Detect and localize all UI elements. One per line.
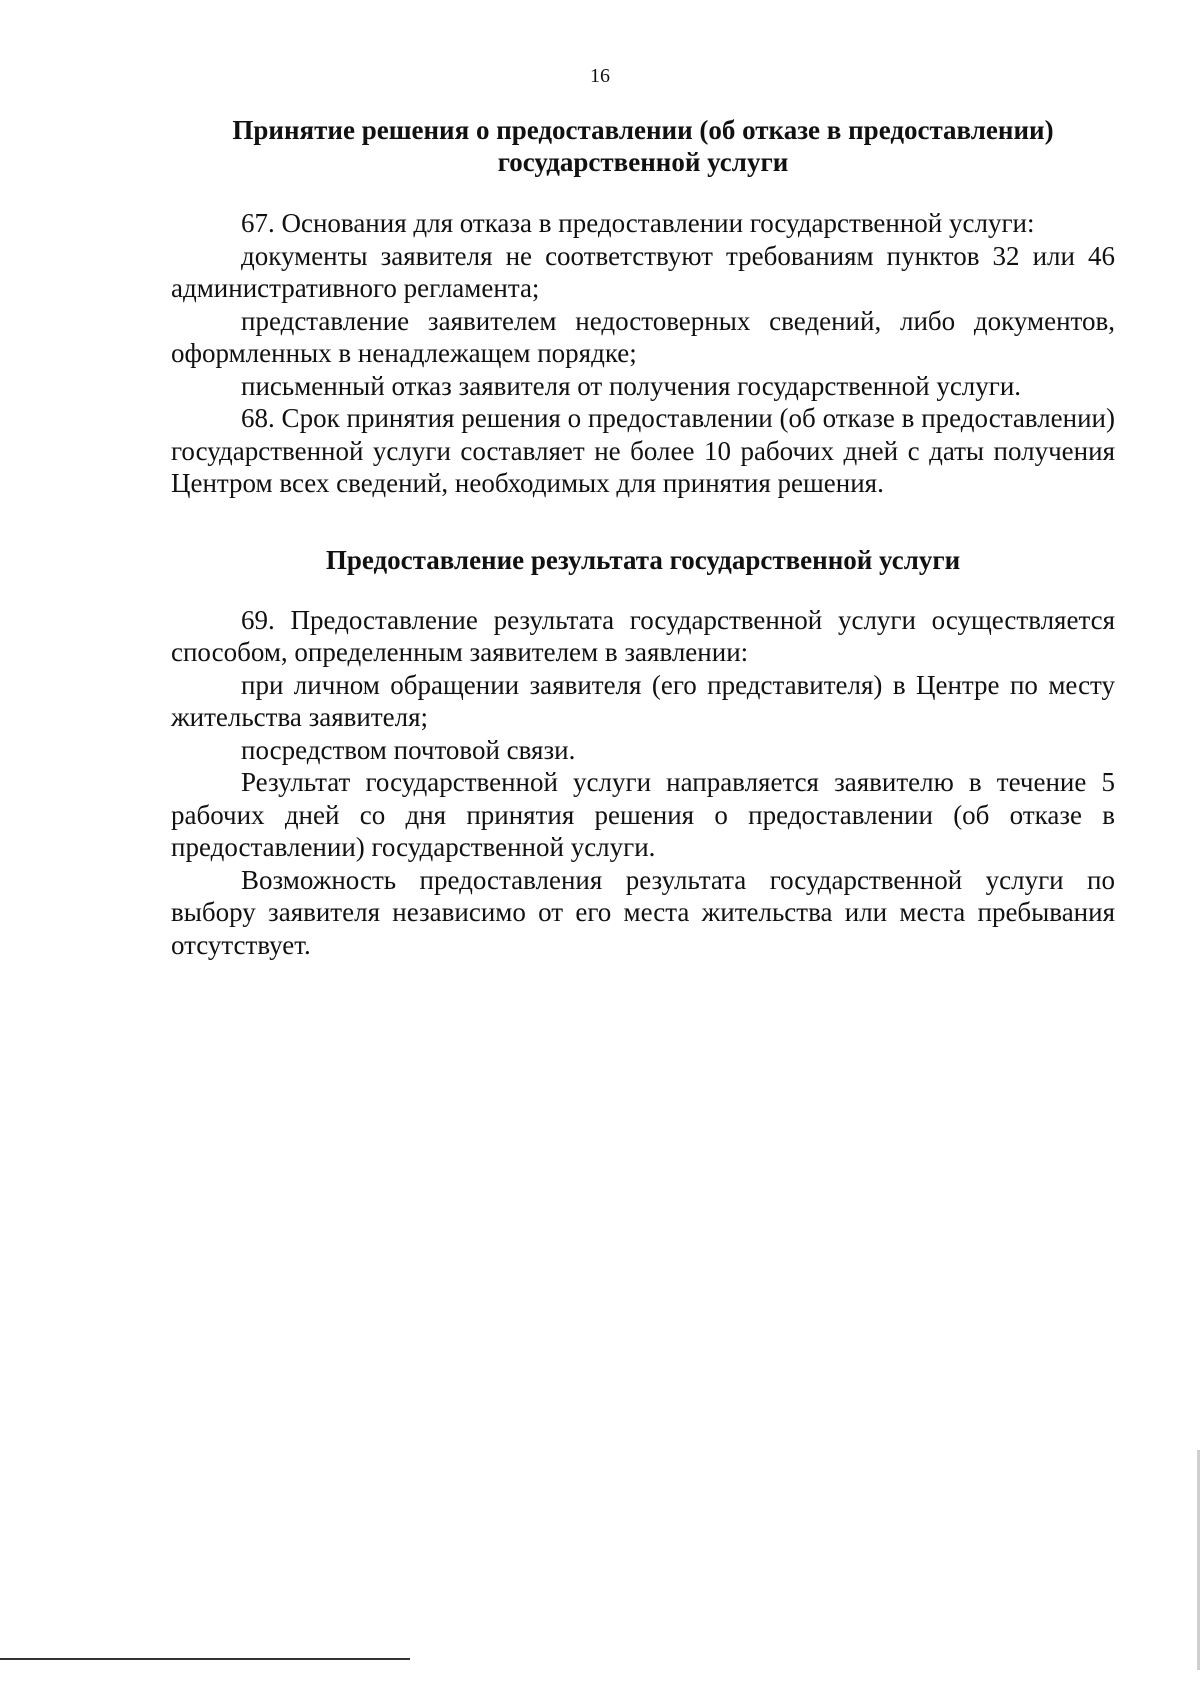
page-number: 16 [590,65,610,87]
paragraph-69-item-1: при личном обращении заявителя (его представителя) в Центре по месту жительства заявителя; [171,669,1115,732]
section-heading-result: Предоставление результата государственной услуги [325,544,961,575]
section-decision-body [171,207,1115,500]
document-body [171,112,1115,961]
paragraph-69-extraterritorial: Возможность предоставления результата государственной услуги по выбору заявителя независимо от его места жительства или места пребывания отсутствует. [171,864,1115,960]
paragraph-68: 68. Срок принятия решения о предоставлении (об отказе в предоставлении) государственной услуги составляет не более 10 рабочих дней с даты получения Центром всех сведений, необходимых для принятия решения. [171,403,1115,498]
paragraph-67-item-2: представление заявителем недостоверных сведений, либо документов, оформленных в ненадлежащем порядке; [171,305,1115,368]
paragraph-69-item-2: посредством почтовой связи. [241,734,576,765]
paragraph-69-result-term: Результат государственной услуги направляется заявителю в течение 5 рабочих дней со дня принятия решения о предоставлении (об отказе в предоставлении) государственной услуги. [171,767,1115,862]
section-heading-decision-line1: Принятие решения о предоставлении (об отказе в предоставлении) [232,115,1054,145]
section-result-body [171,604,1115,962]
section-heading-decision-line2: государственной услуги [497,147,789,177]
section-heading-decision [171,114,1115,178]
paragraph-69: 69. Предоставление результата государственной услуги осуществляется способом, определенным заявителем в заявлении: [171,604,1115,667]
paragraph-67-item-1: документы заявителя не соответствуют требованиям пунктов 32 или 46 административного регламента; [171,240,1115,303]
paragraph-67-item-3: письменный отказ заявителя от получения государственной услуги. [241,370,1022,401]
paragraph-67: 67. Основания для отказа в предоставлении государственной услуги: [241,208,1035,238]
bottom-rule [0,1658,410,1660]
